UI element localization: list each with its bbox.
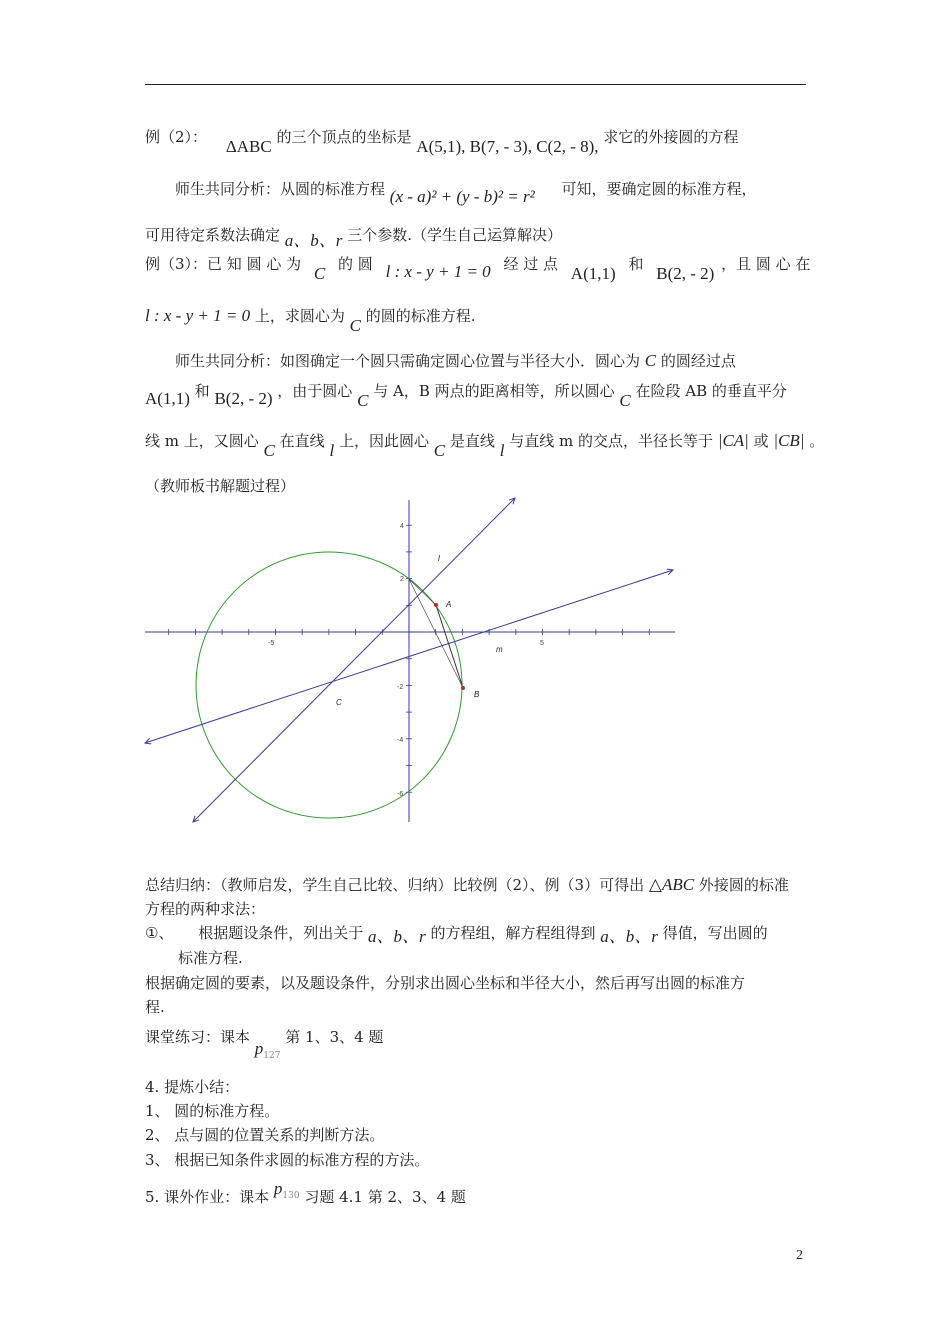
analysis-2-line-1 <box>175 350 736 372</box>
x-tick-label-5: 5 <box>540 640 544 647</box>
summary-item-2: 根据确定圆的要素，以及题设条件，分别求出圆心坐标和半径大小，然后再写出圆的标准方 <box>145 974 746 992</box>
summary-line-1 <box>145 874 789 896</box>
item-1-text-1: 根据题设条件，列出关于 <box>198 924 364 942</box>
example-3-text-4: ，且 圆 心 在 <box>721 255 811 273</box>
analysis-2-line-2 <box>145 380 787 410</box>
summary-line-2: 方程的两种求法： <box>145 900 266 918</box>
analysis-2-text-8: 上，因此圆心 <box>338 432 429 450</box>
triangle-abc: ΔABC <box>225 137 272 156</box>
analysis-1-text-2: 可知，要确定圆的标准方程， <box>561 180 757 198</box>
length-cb: |CB| <box>773 431 805 450</box>
practice-text-1: 课堂练习：课本 <box>145 1028 251 1046</box>
analysis-2-c-3: C <box>619 391 631 410</box>
practice-text-2: 第 1、3、4 题 <box>285 1028 384 1046</box>
homework-page-number: 130 <box>282 1191 300 1201</box>
point-b-marker <box>461 686 465 690</box>
analysis-1-text: 师生共同分析：从圆的标准方程 <box>175 180 386 198</box>
summary-item-2-cont: 程. <box>145 998 165 1016</box>
analysis-2-l-2: l <box>499 441 505 460</box>
item-1-number: ①、 <box>145 924 174 942</box>
analysis-2-or: 或 <box>753 432 769 450</box>
summary-text-1: 总结归纳：（教师启发，学生自己比较、归纳）比较例（2）、例（3）可得出 <box>145 876 645 894</box>
analysis-2-c-4: C <box>263 441 275 460</box>
analysis-2-end: 。 <box>809 432 825 450</box>
analysis-2-l: l <box>329 441 335 460</box>
example-3-text-6: 的圆的标准方程. <box>365 307 476 325</box>
example-3 <box>145 253 811 283</box>
label-l: l <box>438 554 440 563</box>
analysis-2-text-5: 在险段 AB 的垂直平分 <box>635 382 787 400</box>
analysis-2-c-2: C <box>357 391 369 410</box>
example-2-question: 求它的外接圆的方程 <box>603 128 739 146</box>
item-1-text-2: 的方程组，解方程组得到 <box>430 924 596 942</box>
param-vars: a、b、r <box>284 231 343 250</box>
analysis-2-text-9: 是直线 <box>449 432 495 450</box>
review-item-1: 1、 圆的标准方程。 <box>145 1102 280 1120</box>
y-tick-label-neg4: -4 <box>397 737 404 744</box>
line-l-equation-2: l : x - y + 1 = 0 <box>145 306 251 325</box>
item-1-vars: a、b、r <box>368 927 426 946</box>
example-3-text-3: 和 <box>628 255 644 273</box>
analysis-2-c: C <box>644 351 657 370</box>
chord-ab-side <box>409 579 463 688</box>
page-number: 2 <box>796 1248 803 1263</box>
example-3-text-1: 的 圆 <box>338 255 373 273</box>
analysis-2-text-2: 的圆经过点 <box>660 352 736 370</box>
length-ca: |CA| <box>717 431 749 450</box>
analysis-1-text-3: 可用待定系数法确定 <box>145 226 281 244</box>
point-a: A(1,1) <box>570 264 616 283</box>
example-3-text-5: 上，求圆心为 <box>254 307 345 325</box>
summary-item-1-cont: 标准方程. <box>178 949 243 967</box>
practice-page-number: 127 <box>263 1051 281 1061</box>
review-item-3: 3、 根据已知条件求圆的标准方程的方法。 <box>145 1151 430 1169</box>
center-c-2: C <box>349 316 362 335</box>
example-2-text: 的三个顶点的坐标是 <box>276 128 412 146</box>
item-1-text-3: 得值，写出圆的 <box>662 924 768 942</box>
analysis-2-c-5: C <box>433 441 446 460</box>
analysis-2-text-6: 线 m 上，又圆心 <box>145 432 259 450</box>
analysis-1-line-2 <box>145 224 562 250</box>
label-b: B <box>474 690 480 699</box>
y-tick-label-2: 2 <box>400 576 404 583</box>
analysis-2-and: 和 <box>194 382 210 400</box>
analysis-2-text-4: 与 A，B 两点的距离相等，所以圆心 <box>373 382 615 400</box>
analysis-2-text-3: ，由于圆心 <box>277 382 353 400</box>
center-c: C <box>313 264 326 283</box>
analysis-1 <box>175 178 757 206</box>
y-tick-label-4: 4 <box>400 523 404 530</box>
example-3-label: 例（3）：已 知 圆 心 为 <box>145 255 302 273</box>
point-b: B(2, - 2) <box>656 264 715 283</box>
analysis-2-point-a: A(1,1) <box>145 389 190 408</box>
summary-item-1 <box>145 922 768 944</box>
summary-text-2: 外接圆的标准 <box>698 876 789 894</box>
example-3-line-2 <box>145 305 476 335</box>
analysis-2-text-10: 与直线 m 的交点，半径长等于 <box>509 432 713 450</box>
review-item-2: 2、 点与圆的位置关系的判断方法。 <box>145 1126 385 1144</box>
analysis-2-line-3 <box>145 430 825 460</box>
practice-page-p: p <box>254 1039 264 1058</box>
point-a-marker <box>434 603 438 607</box>
y-tick-label-neg6: -6 <box>397 791 404 798</box>
geometry-figure <box>138 492 683 832</box>
label-a: A <box>446 600 452 609</box>
label-m: m <box>496 645 503 654</box>
homework-page-p: p <box>273 1179 283 1198</box>
analysis-2-point-b: B(2, - 2) <box>214 389 273 408</box>
analysis-2-text-7: 在直线 <box>279 432 325 450</box>
example-2 <box>145 126 739 156</box>
y-tick-label-neg2: -2 <box>397 684 404 691</box>
homework <box>145 1179 466 1211</box>
vertex-coords: A(5,1), B(7, - 3), C(2, - 8), <box>416 137 599 156</box>
analysis-1-text-4: 三个参数.（学生自己运算解决） <box>347 226 562 244</box>
circle-equation: (x - a)² + (y - b)² = r² <box>389 187 535 206</box>
x-tick-label-neg5: -5 <box>268 640 275 647</box>
line-l-equation: l : x - y + 1 = 0 <box>385 262 491 281</box>
label-c: C <box>336 698 342 707</box>
example-2-label: 例（2）： <box>145 128 208 146</box>
header-rule <box>145 84 806 85</box>
item-1-vars-2: a、b、r <box>600 927 658 946</box>
board-note: （教师板书解题过程） <box>145 477 296 495</box>
example-3-text-2: 经 过 点 <box>503 255 559 273</box>
analysis-2-text-1: 师生共同分析：如图确定一个圆只需确定圆心位置与半径大小．圆心为 <box>175 352 641 370</box>
summary-triangle: △ABC <box>648 875 695 894</box>
homework-text-2: 习题 4.1 第 2、3、4 题 <box>304 1188 466 1206</box>
practice <box>145 1026 384 1061</box>
review-title: 4. 提炼小结： <box>145 1078 240 1096</box>
homework-text-1: 5. 课外作业：课本 <box>145 1188 270 1206</box>
